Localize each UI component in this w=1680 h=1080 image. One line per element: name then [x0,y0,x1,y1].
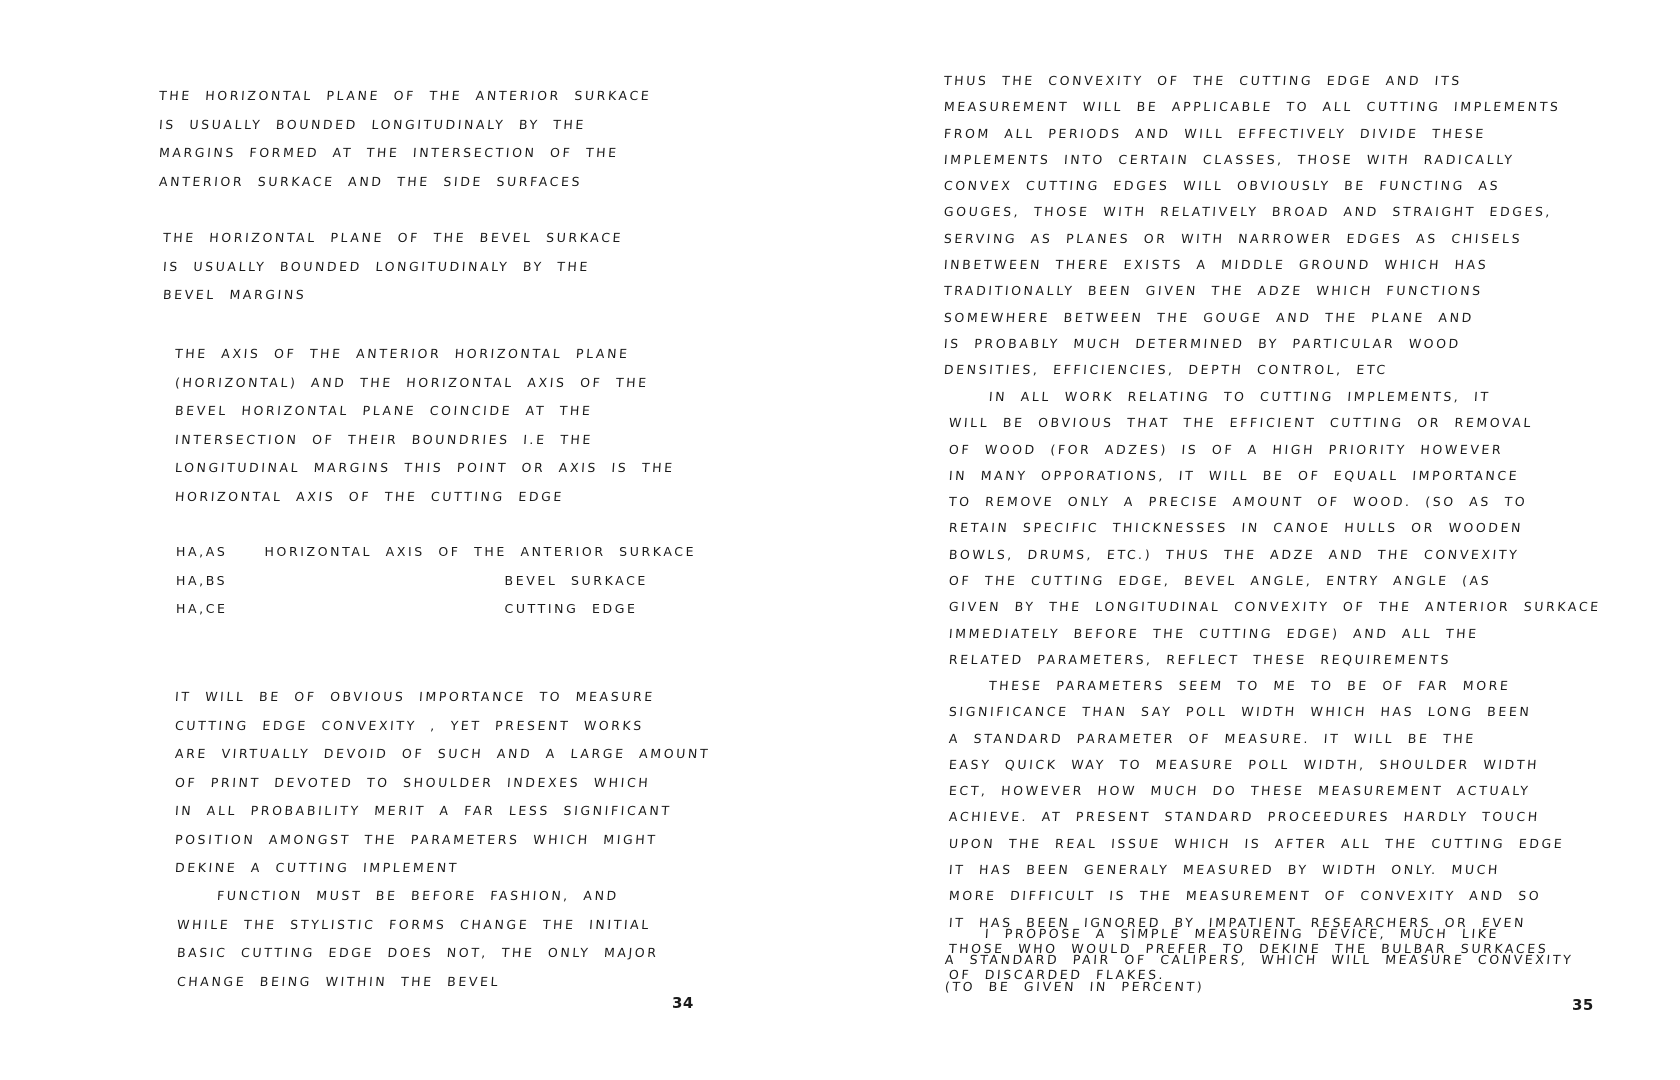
text-line: OF PRINT DEVOTED TO SHOULDER INDEXES WHICH [174,774,651,790]
text-line: SOMEWHERE BETWEEN THE GOUGE AND THE PLANE AND [943,309,1475,325]
text-line: THE AXIS OF THE ANTERIOR HORIZONTAL PLANE [174,346,631,361]
text-line: UPON THE REAL ISSUE WHICH IS AFTER ALL THE CUTTING EDGE [948,835,1565,851]
text-line: WILL BE OBVIOUS THAT THE EFFICIENT CUTTING OR REMOVAL [948,415,1534,431]
text-line: A STANDARD PARAMETER OF MEASURE. IT WILL BE THE [948,730,1477,746]
page-number-left: 34 [672,994,694,1012]
text-line: ACHIEVE. AT PRESENT STANDARD PROCEEDURES HARDLY TOUCH [948,809,1541,825]
text-line: IT HAS BEEN GENERALY MEASURED BY WIDTH ONLY. MUCH [948,862,1501,878]
left-paragraph-1 [158,82,650,196]
abbreviation-description: BEVEL SURKACE [504,572,648,588]
abbreviation-table [176,538,840,624]
left-paragraph-4 [174,683,709,883]
left-paragraph-3 [174,340,674,511]
text-line: ARE VIRTUALLY DEVOID OF SUCH AND A LARGE AMOUNT [174,746,711,761]
right-paragraph-1 [943,68,1560,384]
abbreviation-description: HORIZONTAL AXIS OF THE ANTERIOR SURKACE [264,544,697,559]
text-line: TO REMOVE ONLY A PRECISE AMOUNT OF WOOD. (SO AS TO [948,494,1528,510]
text-line: I PROPOSE A SIMPLE MEASUREING DEVICE, MUCH LIKE [984,926,1500,941]
text-line: (HORIZONTAL) AND THE HORIZONTAL AXIS OF THE [174,374,650,390]
text-line: RELATED PARAMETERS, REFLECT THESE REQUIREMENTS [948,651,1452,667]
text-line: EASY QUICK WAY TO MEASURE POLL WIDTH, SHOULDER WIDTH [948,756,1540,772]
text-line: BEVEL HORIZONTAL PLANE COINCIDE AT THE [174,403,593,418]
text-line: IS USUALLY BOUNDED LONGITUDINALY BY THE [162,258,591,274]
text-line: INTERSECTION OF THEIR BOUNDRIES I.E THE [174,431,594,447]
right-page [840,0,1680,1080]
text-line: IN ALL PROBABILITY MERIT A FAR LESS SIGNIFICANT [174,803,673,818]
text-line: OF THE CUTTING EDGE, BEVEL ANGLE, ENTRY ANGLE (AS [948,573,1492,589]
abbreviation-code: HA,BS [176,572,228,588]
text-line: OF WOOD (FOR ADZES) IS OF A HIGH PRIORITY HOWEVER [948,441,1504,457]
text-line: BASIC CUTTING EDGE DOES NOT, THE ONLY MAJOR [176,945,660,960]
text-line: BEVEL MARGINS [162,287,307,302]
text-line: ECT, HOWEVER HOW MUCH DO THESE MEASUREMENT ACTUALY [948,783,1531,799]
text-line: THE HORIZONTAL PLANE OF THE ANTERIOR SURKACE [158,88,652,103]
text-line: ANTERIOR SURKACE AND THE SIDE SURFACES [158,173,583,189]
text-line: OF DISCARDED FLAKES. [948,967,1166,983]
text-line: THE HORIZONTAL PLANE OF THE BEVEL SURKACE [162,230,624,245]
text-line: GOUGES, THOSE WITH RELATIVELY BROAD AND STRAIGHT EDGES, [943,204,1553,220]
text-line: THOSE WHO WOULD PREFER TO DEKINE THE BULBAR SURKACES [948,940,1549,956]
text-line: POSITION AMONGST THE PARAMETERS WHICH MIGHT [174,831,659,847]
text-line: HORIZONTAL AXIS OF THE CUTTING EDGE [174,488,565,504]
text-line: IN MANY OPPORATIONS, IT WILL BE OF EQUALL IMPORTANCE [948,467,1520,483]
text-line: DEKINE A CUTTING IMPLEMENT [174,860,460,875]
left-paragraph-2 [162,224,622,310]
text-line: MORE DIFFICULT IS THE MEASUREMENT OF CONVEXITY AND SO [948,888,1542,904]
text-line: SIGNIFICANCE THAN SAY POLL WIDTH WHICH HAS LONG BEEN [948,704,1532,720]
text-line: MARGINS FORMED AT THE INTERSECTION OF THE [158,145,620,160]
right-paragraph-2 [948,384,1600,673]
text-line: IN ALL WORK RELATING TO CUTTING IMPLEMENTS, IT [988,389,1492,404]
right-paragraph-4 [944,921,1572,1000]
text-line: CHANGE BEING WITHIN THE BEVEL [176,973,501,989]
text-line: FUNCTION MUST BE BEFORE FASHION, AND [216,888,620,903]
page-number-right: 35 [1572,996,1594,1014]
abbreviation-code: HA,AS [176,544,228,559]
text-line: CUTTING EDGE CONVEXITY , YET PRESENT WORKS [174,717,645,733]
text-line: DENSITIES, EFFICIENCIES, DEPTH CONTROL, ETC [943,362,1389,378]
text-line: IT HAS BEEN IGNORED BY IMPATIENT RESEARCHERS OR EVEN [948,914,1527,930]
text-line: LONGITUDINAL MARGINS THIS POINT OR AXIS IS THE [174,460,676,475]
abbreviation-code: HA,CE [176,601,228,616]
text-line: IMPLEMENTS INTO CERTAIN CLASSES, THOSE WITH RADICALLY [943,151,1515,167]
text-line: THUS THE CONVEXITY OF THE CUTTING EDGE AND ITS [943,73,1463,88]
abbreviation-row [176,567,840,596]
abbreviation-row [176,595,840,624]
abbreviation-description: CUTTING EDGE [504,601,638,616]
text-line: INBETWEEN THERE EXISTS A MIDDLE GROUND WHICH HAS [943,257,1489,273]
text-line: TRADITIONALLY BEEN GIVEN THE ADZE WHICH FUNCTIONS [943,283,1484,299]
text-line: RETAIN SPECIFIC THICKNESSES IN CANOE HULLS OR WOODEN [948,520,1524,536]
text-line: (TO BE GIVEN IN PERCENT) [944,978,1205,994]
text-line: IS PROBABLY MUCH DETERMINED BY PARTICULAR WOOD [943,335,1462,351]
text-line: THESE PARAMETERS SEEM TO ME TO BE OF FAR MORE [988,678,1512,693]
text-line: MEASUREMENT WILL BE APPLICABLE TO ALL CUTTING IMPLEMENTS [943,99,1562,115]
left-paragraph-5 [176,882,658,996]
text-line: WHILE THE STYLISTIC FORMS CHANGE THE INITIAL [176,916,652,932]
text-line: A STANDARD PAIR OF CALIPERS, WHICH WILL MEASURE CONVEXITY [944,952,1574,968]
text-line: BOWLS, DRUMS, ETC.) THUS THE ADZE AND THE CONVEXITY [948,546,1520,562]
text-line: GIVEN BY THE LONGITUDINAL CONVEXITY OF THE ANTERIOR SURKACE [948,599,1602,615]
text-line: IMMEDIATELY BEFORE THE CUTTING EDGE) AND ALL THE [948,625,1480,641]
text-line: CONVEX CUTTING EDGES WILL OBVIOUSLY BE FUNCTING AS [943,178,1501,194]
text-line: SERVING AS PLANES OR WITH NARROWER EDGES AS CHISELS [943,230,1523,246]
abbreviation-row [176,538,840,567]
text-line: IS USUALLY BOUNDED LONGITUDINALY BY THE [158,116,587,132]
text-line: FROM ALL PERIODS AND WILL EFFECTIVELY DIVIDE THESE [943,125,1487,141]
text-line: IT WILL BE OF OBVIOUS IMPORTANCE TO MEASURE [174,689,656,704]
